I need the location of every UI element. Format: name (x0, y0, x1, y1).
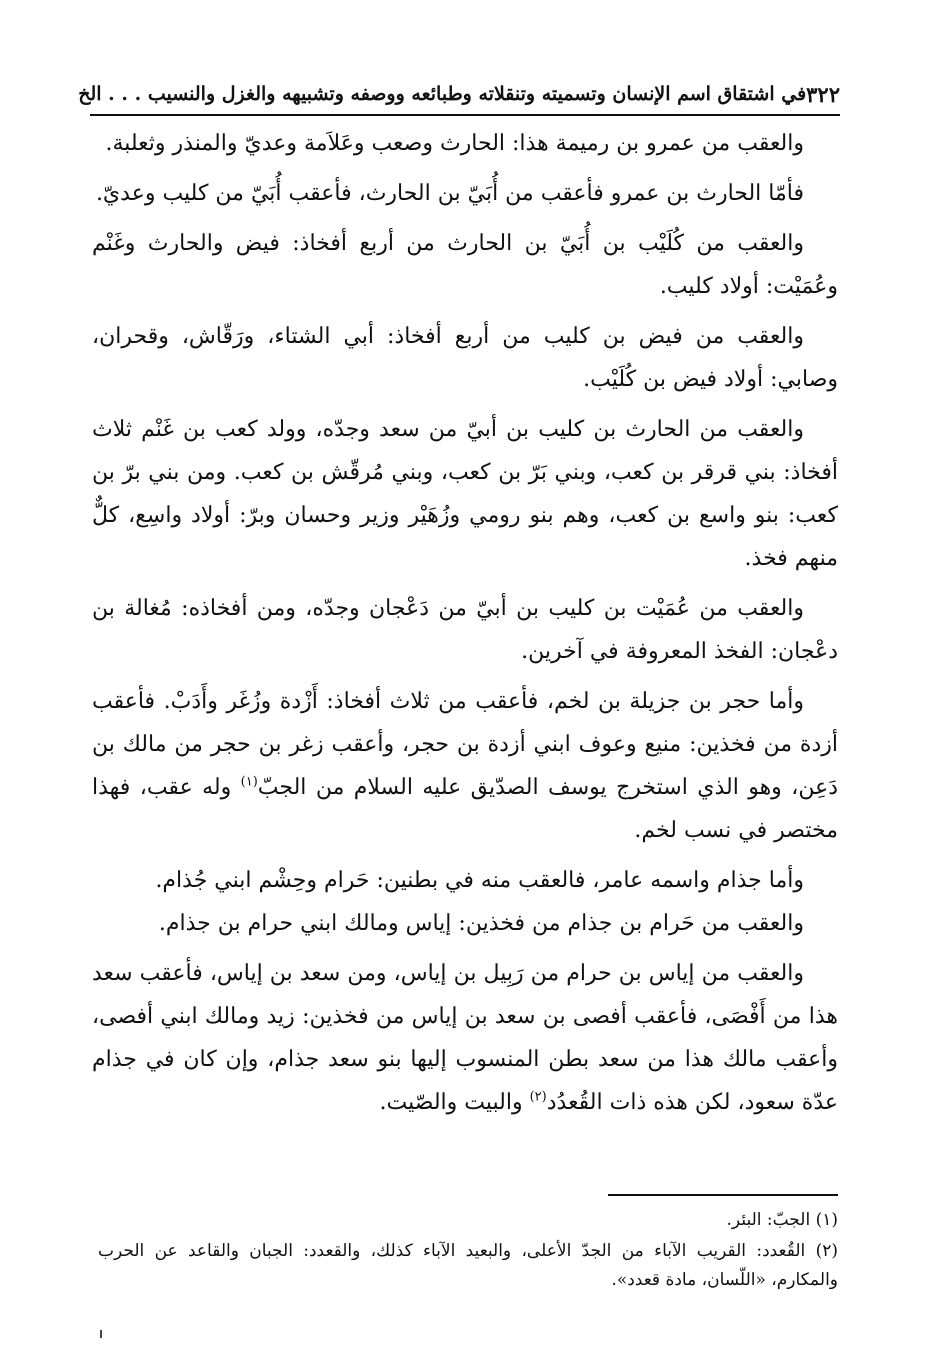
paragraph: فأمّا الحارث بن عمرو فأعقب من أُبَيّ بن الحارث، فأعقب أُبَيّ من كليب وعديّ. (95, 181, 804, 206)
footnotes (98, 1206, 838, 1297)
page-header (78, 74, 840, 114)
footnote: (٢) القُعدد: القريب الآباء من الجدّ الأعلى، والبعيد الآباء كذلك، والقعدد: الجبان والقاعد عن الحرب والمكارم، «اللّسان، مادة قعدد». (98, 1241, 838, 1290)
footnote-marker[interactable]: (١) (240, 774, 258, 790)
scan-mark (100, 1330, 102, 1338)
header-rule (90, 114, 840, 116)
paragraph: والعقب من حَرام بن جذام من فخذين: إياس ومالك ابني حرام بن جذام. (158, 911, 804, 936)
paragraph (92, 952, 838, 1124)
paragraph: والعقب من عُمَيْت بن كليب بن أبيّ من دَعْجان وجدّه، ومن أفخاذه: مُغالة بن دعْجان: الفخذ المعروفة في آخرين. (92, 596, 838, 664)
paragraph: والعقب من عمرو بن رميمة هذا: الحارث وصعب وعَلاَمة وعديّ والمنذر وثعلبة. (105, 131, 804, 156)
footnote: (١) الجبّ: البئر. (726, 1210, 838, 1230)
page-number: ٣٢٢ (806, 81, 840, 107)
paragraph-text: والبيت والصّيت. (379, 1090, 530, 1115)
paragraph (92, 680, 838, 852)
footnote-rule (608, 1194, 838, 1196)
paragraph-text: والعقب من إياس بن حرام من رَبِيل بن إياس، ومن سعد بن إياس، فأعقب سعد هذا من أَفْصَى، فأعقب أفصى بن سعد بن إياس من فخذين: زيد ومالك ابني أفصى، وأعقب مالك هذا من سعد بطن المنسوب إليها بنو سعد جذام، وإن كان في جذام عدّة سعود، لكن هذه ذات القُعدُد (92, 961, 838, 1115)
paragraph: والعقب من فيض بن كليب من أربع أفخاذ: أبي الشتاء، ورَقّاش، وقحران، وصابي: أولاد فيض بن كُلَيْب. (92, 324, 838, 392)
paragraph: والعقب من كُلَيْب بن أُبَيّ بن الحارث من أربع أفخاذ: فيض والحارث وغَنْم وعُمَيْت: أولاد كليب. (92, 231, 838, 299)
body-text (92, 122, 838, 1131)
footnote-marker[interactable]: (٢) (529, 1089, 547, 1105)
paragraph-text: وأما حجر بن جزيلة بن لخم، فأعقب من ثلاث أفخاذ: أَزْدة وزُغَر وأَدَبْ. فأعقب أزدة من فخذين: منيع وعوف ابني أزدة بن حجر، وأعقب زغر بن حجر من مالك بن دَعِن، وهو الذي استخرج يوسف الصدّيق عليه السلام من الجبّ (92, 689, 838, 800)
paragraph: وأما جذام واسمه عامر، فالعقب منه في بطنين: حَرام وحِشْم ابني جُذام. (155, 868, 804, 893)
running-title: في اشتقاق اسم الإنسان وتسميته وتنقلاته وطبائعه ووصفه وتشبيهه والغزل والنسيب . . . الخ (78, 83, 807, 105)
paragraph: والعقب من الحارث بن كليب بن أبيّ من سعد وجدّه، وولد كعب بن غَنْم ثلاث أفخاذ: بني قرقر بن كعب، وبني بَرّ بن كعب، وبني مُرقّش بن كعب. ومن بني برّ بن كعب: بنو واسع بن كعب، وهم بنو رومي وزُهَيْر وزير وحسان وبرّ: أولاد واسِع، كلٌّ منهم فخذ. (92, 417, 838, 571)
paragraph-text: وله عقب، فهذا مختصر في نسب لخم. (92, 775, 838, 843)
